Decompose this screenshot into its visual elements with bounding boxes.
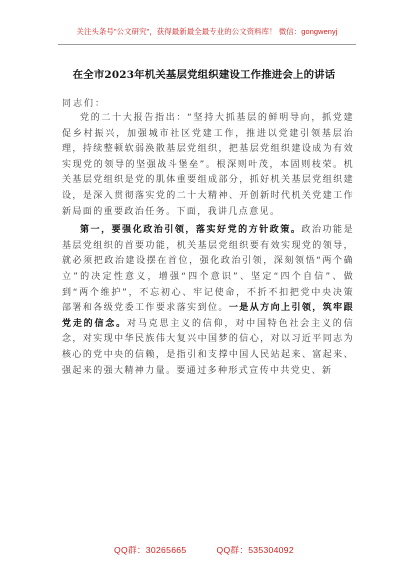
salutation: 同志们： bbox=[62, 99, 107, 109]
header-promo-text: 关注头条号"公文研究"，获得最新最全最专业的公文资料库！ 微信：gongwenyj bbox=[76, 27, 338, 36]
footer-qq-group-2: QQ群：535304092 bbox=[216, 545, 294, 555]
footer-banner bbox=[0, 544, 408, 556]
paragraph-intro: 党的二十大报告指出：“坚持大抓基层的鲜明导向，抓党建促乡村振兴，加强城市社区党建工作，推进以党建引领基层治理，持续整顿软弱涣散基层党组织，把基层党组织建设成为有效实现党的领导的坚强战斗堡垒”。根深则叶茂，本固则枝荣。机关基层党组织是党的肌体重要组成部分，抓好机关基层党组织建设，是深入贯彻落实党的二十大精神、开创新时代机关党建工作新局面的重要政治任务。下面，我讲几点意见。 bbox=[62, 113, 354, 217]
section-one-text: 政治功能是基层党组织的首要功能，机关基层党组织要有效实现党的领导，就必须把政治建设摆在首位，强化政治引领，深刻领悟“两个确立”的决定性意义，增强“四个意识”、坚定“四个自信”、做到“两个维护”，不忘初心、牢记使命，不折不扣把党中央决策部署和各级党委工作要求落实到位。 bbox=[62, 225, 354, 314]
header-banner bbox=[58, 22, 356, 45]
paragraph-section-one bbox=[62, 223, 354, 379]
section-one-heading: 第一，要强化政治引领，落实好党的方针政策。 bbox=[80, 225, 302, 236]
document-body bbox=[62, 111, 354, 379]
section-one-subheading: 一是从方向上引领，筑牢跟党走的信念。 bbox=[62, 303, 354, 329]
document-title: 在全市2023年机关基层党组织建设工作推进会上的讲话 bbox=[72, 69, 336, 81]
section-one-subtext: 对马克思主义的信仰，对中国特色社会主义的信念，对实现中华民族伟大复兴中国梦的信心，对以习近平同志为核心的党中央的信赖，是指引和支撑中国人民站起来、富起来、强起来的强大精神力量。要通过多种形式宣传中共党史、新 bbox=[62, 318, 354, 376]
footer-qq-group-1: QQ群：30265665 bbox=[114, 545, 187, 555]
